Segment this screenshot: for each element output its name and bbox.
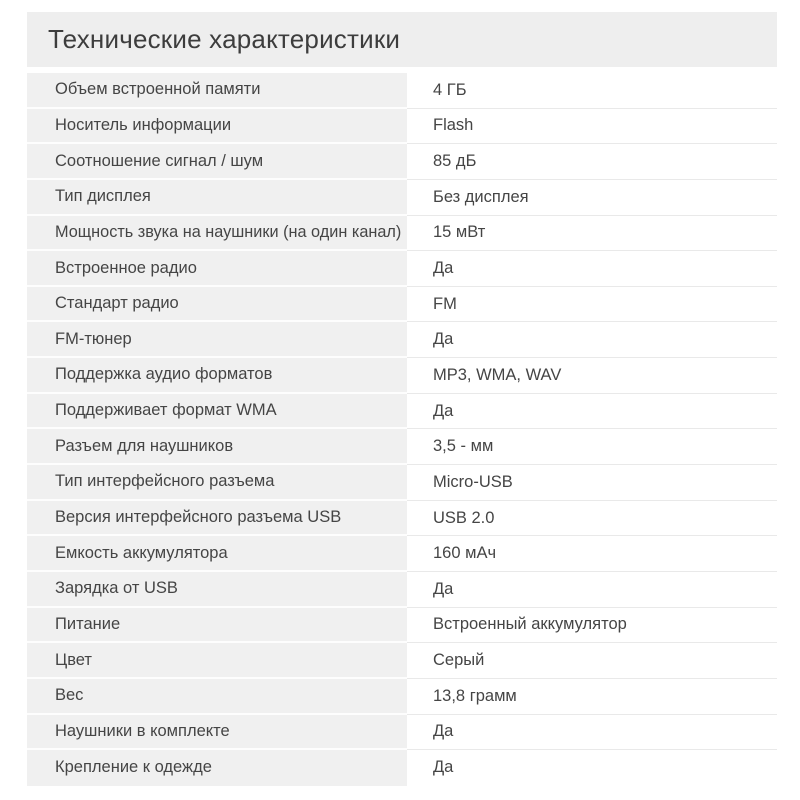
spec-label-cell [27, 750, 407, 786]
spec-value-cell [407, 287, 777, 323]
spec-value-text: Встроенный аккумулятор [433, 615, 627, 634]
spec-value-text: 4 ГБ [433, 80, 467, 99]
spec-value-text: 160 мАч [433, 544, 497, 563]
spec-row [27, 109, 777, 145]
spec-value-text: Да [433, 330, 454, 349]
spec-row [27, 501, 777, 537]
spec-row [27, 180, 777, 216]
spec-value-text: Flash [433, 116, 474, 135]
spec-value-cell [407, 144, 777, 180]
spec-label-cell [27, 643, 407, 679]
spec-row [27, 216, 777, 252]
spec-label-cell [27, 358, 407, 394]
spec-label-text: Встроенное радио [55, 258, 197, 277]
spec-label-text: Емкость аккумулятора [55, 543, 228, 562]
spec-label-text: Соотношение сигнал / шум [55, 151, 264, 170]
spec-value-cell [407, 109, 777, 145]
spec-value-cell [407, 572, 777, 608]
spec-label-text: Питание [55, 614, 121, 633]
spec-label-text: Носитель информации [55, 115, 232, 134]
spec-row [27, 572, 777, 608]
spec-label-cell [27, 216, 407, 252]
spec-value-cell [407, 216, 777, 252]
spec-value-cell [407, 536, 777, 572]
spec-value-text: Micro-USB [433, 472, 513, 491]
spec-row [27, 251, 777, 287]
spec-row [27, 322, 777, 358]
spec-label-cell [27, 394, 407, 430]
spec-label-text: Стандарт радио [55, 294, 179, 313]
spec-value-cell [407, 715, 777, 751]
spec-value-cell [407, 251, 777, 287]
spec-value-text: Да [433, 758, 454, 777]
spec-value-text: Да [433, 579, 454, 598]
spec-value-text: Серый [433, 651, 485, 670]
spec-value-cell [407, 429, 777, 465]
spec-row [27, 144, 777, 180]
spec-row [27, 394, 777, 430]
spec-label-text: Поддержка аудио форматов [55, 365, 273, 384]
spec-value-cell [407, 750, 777, 786]
spec-value-text: 85 дБ [433, 152, 477, 171]
spec-label-text: Поддерживает формат WMA [55, 401, 277, 420]
spec-label-cell [27, 608, 407, 644]
spec-label-text: Объем встроенной памяти [55, 80, 261, 99]
spec-label-cell [27, 465, 407, 501]
spec-value-cell [407, 394, 777, 430]
spec-value-cell [407, 358, 777, 394]
spec-label-cell [27, 322, 407, 358]
spec-value-cell [407, 465, 777, 501]
spec-value-text: 13,8 грамм [433, 686, 517, 705]
spec-row [27, 465, 777, 501]
spec-label-cell [27, 429, 407, 465]
spec-label-text: FM-тюнер [55, 329, 132, 348]
spec-row [27, 287, 777, 323]
specs-header [27, 12, 777, 67]
spec-row [27, 750, 777, 786]
spec-label-cell [27, 180, 407, 216]
spec-label-cell [27, 715, 407, 751]
spec-value-text: MP3, WMA, WAV [433, 365, 562, 384]
spec-label-text: Крепление к одежде [55, 758, 212, 777]
spec-value-cell [407, 73, 777, 109]
page-title: Технические характеристики [48, 24, 401, 54]
spec-label-text: Разъем для наушников [55, 436, 234, 455]
spec-row [27, 608, 777, 644]
spec-label-text: Цвет [55, 650, 92, 669]
spec-label-cell [27, 73, 407, 109]
spec-label-cell [27, 501, 407, 537]
spec-label-text: Тип интерфейсного разъема [55, 472, 275, 491]
spec-row [27, 643, 777, 679]
spec-value-text: 3,5 - мм [433, 437, 494, 456]
spec-label-text: Вес [55, 686, 84, 705]
spec-value-cell [407, 501, 777, 537]
spec-label-text: Версия интерфейсного разъема USB [55, 508, 342, 526]
spec-label-cell [27, 144, 407, 180]
spec-value-cell [407, 322, 777, 358]
spec-row [27, 429, 777, 465]
spec-label-cell [27, 251, 407, 287]
spec-value-cell [407, 643, 777, 679]
spec-value-text: Да [433, 722, 454, 741]
spec-label-text: Мощность звука на наушники (на один канал) [55, 222, 402, 241]
spec-value-text: Да [433, 259, 454, 278]
spec-value-cell [407, 679, 777, 715]
spec-label-cell [27, 536, 407, 572]
specs-table [27, 73, 777, 786]
spec-value-text: Без дисплея [433, 187, 529, 206]
spec-row [27, 715, 777, 751]
spec-row [27, 679, 777, 715]
spec-value-text: 15 мВт [433, 223, 486, 242]
spec-value-text: USB 2.0 [433, 508, 495, 527]
spec-row [27, 358, 777, 394]
spec-value-cell [407, 180, 777, 216]
spec-row [27, 536, 777, 572]
spec-label-cell [27, 572, 407, 608]
spec-row [27, 73, 777, 109]
spec-value-text: FM [433, 294, 457, 313]
spec-label-text: Наушники в комплекте [55, 721, 230, 740]
spec-label-text: Зарядка от USB [55, 579, 178, 598]
spec-label-cell [27, 679, 407, 715]
spec-value-text: Да [433, 401, 454, 420]
spec-value-cell [407, 608, 777, 644]
spec-label-text: Тип дисплея [55, 187, 151, 206]
spec-label-cell [27, 109, 407, 145]
spec-label-cell [27, 287, 407, 323]
